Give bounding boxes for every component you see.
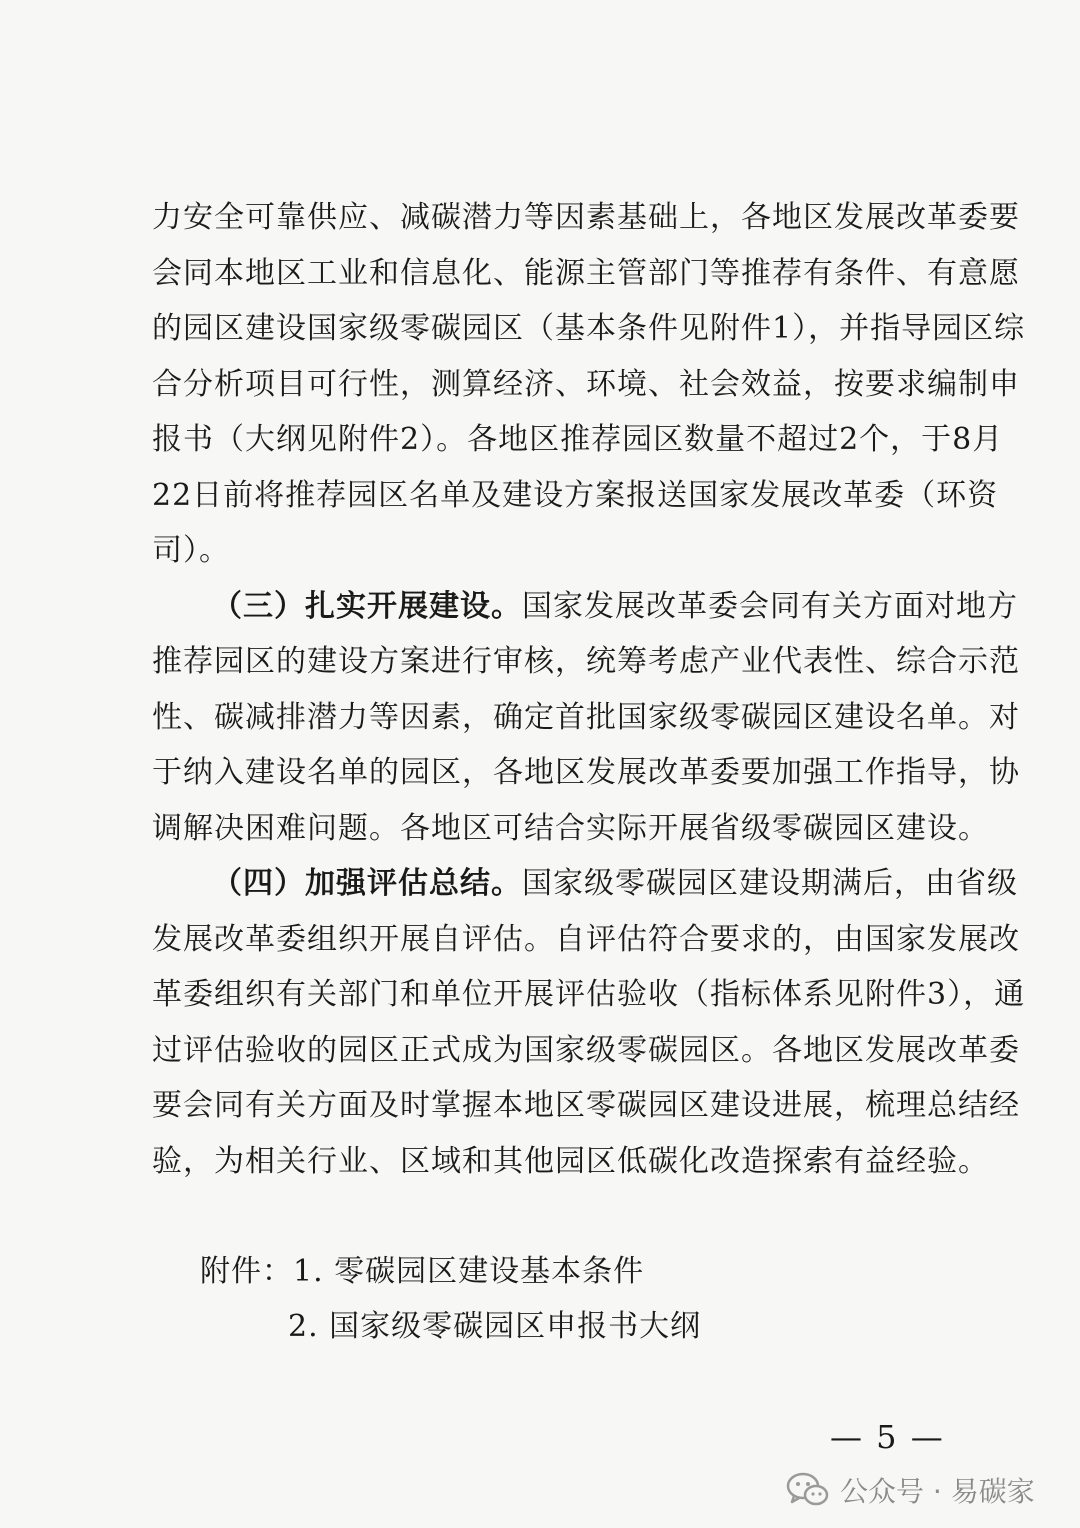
text-line: 性、碳减排潜力等因素，确定首批国家级零碳园区建设名单。对 [152,699,1020,735]
text-line [152,856,1018,912]
section-heading: （四）加强评估总结。 [212,866,522,901]
watermark-text: 公众号 · 易碳家 [840,1475,1035,1508]
text-line: 合分析项目可行性，测算经济、环境、社会效益，按要求编制申 [152,366,1020,402]
text-line: 革委组织有关部门和单位开展评估验收（指标体系见附件3），通 [152,977,1026,1012]
attachments-label: 附件： [200,1254,293,1289]
text-line: 要会同有关方面及时掌握本地区零碳园区建设进展，梳理总结经 [152,1088,1020,1123]
section-heading: （三）扎实开展建设。 [212,588,522,624]
text-line: 过评估验收的园区正式成为国家级零碳园区。各地区发展改革委 [152,1032,1020,1068]
attachments-list [200,1244,900,1354]
attachment-title: 1. 零碳园区建设基本条件 [293,1254,645,1289]
text-line: 验，为相关行业、区域和其他园区低碳化改造探索有益经验。 [152,1143,989,1179]
text-line: 于纳入建设名单的园区，各地区发展改革委要加强工作指导，协 [152,755,1020,790]
text-line: 推荐园区的建设方案进行审核，统筹考虑产业代表性、综合示范 [152,644,1020,679]
text-line [152,579,1018,635]
wechat-watermark [786,1470,1035,1510]
text-line: 报书（大纲见附件2）。各地区推荐园区数量不超过2个，于8月 [152,422,1004,457]
text-line: 22日前将推荐园区名单及建设方案报送国家发展改革委（环资 [152,477,999,513]
text-line: 会同本地区工业和信息化、能源主管部门等推荐有条件、有意愿 [152,255,1020,291]
attachment-item [200,1244,900,1299]
paragraph-section-4 [152,856,1026,1189]
paragraph-continuation [152,190,1026,579]
text-line: 发展改革委组织开展自评估。自评估符合要求的，由国家发展改 [152,921,1020,957]
text-line: 司）。 [152,533,230,568]
document-body [152,190,1026,1189]
attachment-item [200,1299,900,1354]
text-line: 力安全可靠供应、减碳潜力等因素基础上，各地区发展改革委要 [152,200,1020,235]
attachment-title: 2. 国家级零碳园区申报书大纲 [288,1309,702,1344]
heading-line-rest: 国家发展改革委会同有关方面对地方 [522,588,1018,624]
page-number: — 5 — [830,1418,945,1456]
heading-line-rest: 国家级零碳园区建设期满后，由省级 [522,866,1018,901]
text-line: 调解决困难问题。各地区可结合实际开展省级零碳园区建设。 [152,810,989,846]
text-line: 的园区建设国家级零碳园区（基本条件见附件1），并指导园区综 [152,311,1026,346]
wechat-icon [786,1471,830,1509]
paragraph-section-3 [152,579,1020,857]
